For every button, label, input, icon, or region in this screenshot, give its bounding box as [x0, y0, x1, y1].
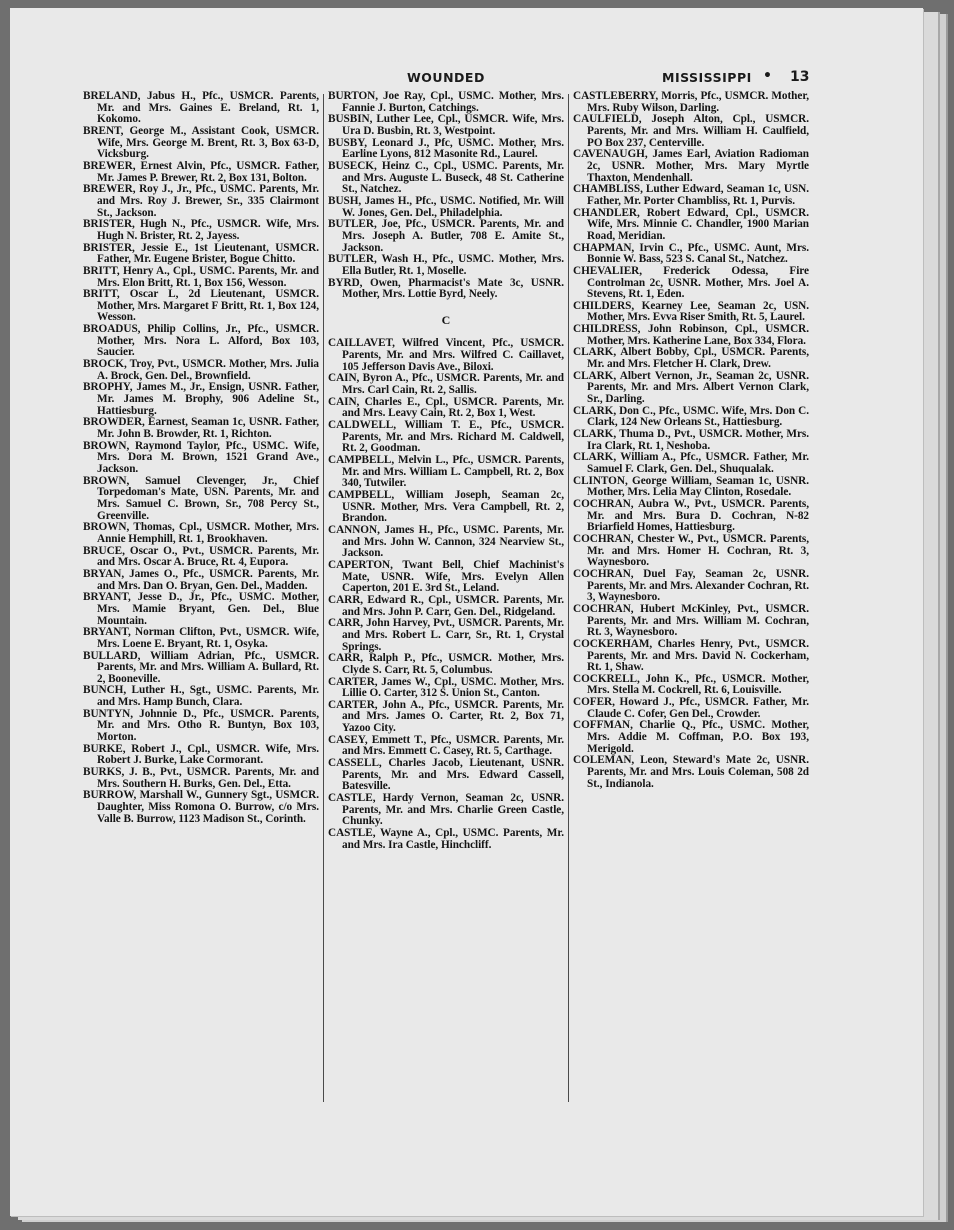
roster-entry: BRELAND, Jabus H., Pfc., USMCR. Parents, Mr. and Mrs. Gaines E. Breland, Rt. 1, Kokomo. [83, 90, 319, 126]
roster-entry: COCKRELL, John K., Pfc., USMCR. Mother, Mrs. Stella M. Cockrell, Rt. 6, Louisville. [573, 672, 809, 697]
roster-entry: BRYANT, Jesse D., Jr., Pfc., USMC. Mother, Mrs. Mamie Bryant, Gen. Del., Blue Mountain. [83, 591, 319, 627]
roster-entry: BUTLER, Wash H., Pfc., USMC. Mother, Mrs. Ella Butler, Rt. 1, Moselle. [328, 253, 564, 277]
header-bullet: • [763, 68, 772, 84]
roster-entry: CLARK, Don C., Pfc., USMC. Wife, Mrs. Don C. Clark, 124 New Orleans St., Hattiesburg. [573, 404, 809, 429]
text-column-2 [328, 91, 564, 851]
section-letter-heading: C [441, 312, 451, 327]
roster-entry: CHILDERS, Kearney Lee, Seaman 2c, USN. Mother, Mrs. Evva Riser Smith, Rt. 5, Laurel. [573, 299, 809, 324]
roster-entry: CLARK, William A., Pfc., USMCR. Father, Mr. Samuel F. Clark, Gen. Del., Shuqualak. [573, 451, 809, 475]
roster-entry: COLEMAN, Leon, Steward's Mate 2c, USNR. Parents, Mr. and Mrs. Louis Coleman, 508 2d St., Indianola. [573, 754, 809, 790]
roster-entry: CARR, Ralph P., Pfc., USMCR. Mother, Mrs. Clyde S. Carr, Rt. 5, Columbus. [328, 652, 564, 676]
roster-entry: CAVENAUGH, James Earl, Aviation Radioman 2c, USNR. Mother, Mrs. Mary Myrtle Thaxton, Mendenhall. [573, 148, 809, 184]
roster-entry: CARR, John Harvey, Pvt., USMCR. Parents, Mr. and Mrs. Robert L. Carr, Sr., Rt. 1, Crystal Springs. [328, 617, 564, 653]
roster-entry: COFFMAN, Charlie Q., Pfc., USMC. Mother, Mrs. Addie M. Coffman, P.O. Box 193, Merigold. [573, 719, 809, 755]
roster-entry: BUSECK, Heinz C., Cpl., USMC. Parents, Mr. and Mrs. Auguste L. Buseck, 48 St. Catherine St., Natchez. [328, 159, 564, 196]
text-column-3 [573, 91, 809, 790]
roster-entry: BREWER, Ernest Alvin, Pfc., USMCR. Father, Mr. James P. Brewer, Rt. 2, Box 131, Bolton. [83, 159, 319, 184]
column-divider [323, 94, 324, 1102]
roster-entry: BROWDER, Earnest, Seaman 1c, USNR. Father, Mr. John B. Browder, Rt. 1, Richton. [83, 416, 319, 441]
roster-entry: BRYAN, James O., Pfc., USMCR. Parents, Mr. and Mrs. Dan O. Bryan, Gen. Del., Madden. [83, 567, 319, 592]
roster-entry: CASTLE, Hardy Vernon, Seaman 2c, USNR. Parents, Mr. and Mrs. Charlie Green Castle, Chunky. [328, 792, 564, 828]
roster-entry: CLARK, Thuma D., Pvt., USMCR. Mother, Mrs. Ira Clark, Rt. 1, Neshoba. [573, 428, 809, 452]
roster-entry: CLINTON, George William, Seaman 1c, USNR. Mother, Mrs. Lelia May Clinton, Rosedale. [573, 474, 809, 499]
roster-entry: CAMPBELL, William Joseph, Seaman 2c, USNR. Mother, Mrs. Vera Campbell, Rt. 2, Brandon. [328, 489, 564, 525]
roster-entry: CARTER, John A., Pfc., USMCR. Parents, Mr. and Mrs. James O. Carter, Rt. 2, Box 71, Yazoo City. [328, 698, 564, 735]
column-divider [568, 94, 569, 1102]
roster-entry: BROWN, Raymond Taylor, Pfc., USMC. Wife, Mrs. Dora M. Brown, 1521 Grand Ave., Jackson. [83, 439, 319, 475]
roster-entry: COCHRAN, Aubra W., Pvt., USMCR. Parents, Mr. and Mrs. Bura D. Cochran, N-82 Briarfield Homes, Hattiesburg. [573, 497, 809, 534]
roster-entry: BRITT, Oscar L, 2d Lieutenant, USMCR. Mother, Mrs. Margaret F Britt, Rt. 1, Box 124, Wesson. [83, 288, 319, 324]
roster-entry: CHAPMAN, Irvin C., Pfc., USMC. Aunt, Mrs. Bonnie W. Bass, 523 S. Canal St., Natchez. [573, 241, 809, 266]
page-number: 13 [790, 69, 810, 85]
roster-entry: CARR, Edward R., Cpl., USMCR. Parents, Mr. and Mrs. John P. Carr, Gen. Del., Ridgeland. [328, 593, 564, 618]
section-title: WOUNDED [407, 70, 485, 85]
roster-entry: CASSELL, Charles Jacob, Lieutenant, USNR. Parents, Mr. and Mrs. Edward Cassell, Batesville. [328, 757, 564, 793]
roster-entry: BURROW, Marshall W., Gunnery Sgt., USMCR. Daughter, Miss Romona O. Burrow, c/o Mrs. Valle B. Burrow, 1123 Madison St., Corinth. [83, 789, 319, 825]
roster-entry: BROPHY, James M., Jr., Ensign, USNR. Father, Mr. James M. Brophy, 906 Adeline St., Hattiesburg. [83, 381, 319, 417]
roster-entry: CLARK, Albert Bobby, Cpl., USMCR. Parents, Mr. and Mrs. Fletcher H. Clark, Drew. [573, 346, 809, 371]
roster-entry: BUNCH, Luther H., Sgt., USMC. Parents, Mr. and Mrs. Hamp Bunch, Clara. [83, 684, 319, 709]
roster-entry: BUSH, James H., Pfc., USMC. Notified, Mr. Will W. Jones, Gen. Del., Philadelphia. [328, 194, 564, 219]
roster-entry: CASTLEBERRY, Morris, Pfc., USMCR. Mother, Mrs. Ruby Wilson, Darling. [573, 90, 809, 114]
roster-entry: CASTLE, Wayne A., Cpl., USMC. Parents, Mr. and Mrs. Ira Castle, Hinchcliff. [328, 827, 564, 851]
roster-entry: BROWN, Thomas, Cpl., USMCR. Mother, Mrs. Annie Hemphill, Rt. 1, Brookhaven. [83, 521, 319, 545]
roster-entry: CHILDRESS, John Robinson, Cpl., USMCR. Mother, Mrs. Katherine Lane, Box 334, Flora. [573, 323, 809, 347]
roster-entry: BRISTER, Hugh N., Pfc., USMCR. Wife, Mrs. Hugh N. Brister, Rt. 2, Jayess. [83, 218, 319, 242]
roster-entry: BUNTYN, Johnnie D., Pfc., USMCR. Parents, Mr. and Mrs. Otho R. Buntyn, Box 103, Morton. [83, 707, 319, 744]
roster-entry: BURKE, Robert J., Cpl., USMCR. Wife, Mrs. Robert J. Burke, Lake Cormorant. [83, 742, 319, 767]
roster-entry: BURTON, Joe Ray, Cpl., USMC. Mother, Mrs. Fannie J. Burton, Catchings. [328, 90, 564, 114]
roster-entry: COCHRAN, Chester W., Pvt., USMCR. Parents, Mr. and Mrs. Homer H. Cochran, Rt. 3, Waynesboro. [573, 532, 809, 569]
roster-entry: CAILLAVET, Wilfred Vincent, Pfc., USMCR. Parents, Mr. and Mrs. Wilfred C. Caillavet, 105 Jefferson Davis Ave., Biloxi. [328, 337, 564, 373]
state-name: MISSISSIPPI [662, 70, 752, 85]
roster-entry: CALDWELL, William T. E., Pfc., USMCR. Parents, Mr. and Mrs. Richard M. Caldwell, Rt. 2, Goodman. [328, 419, 564, 455]
roster-entry: BURKS, J. B., Pvt., USMCR. Parents, Mr. and Mrs. Southern H. Burks, Gen. Del., Etta. [83, 766, 319, 790]
roster-entry: CHEVALIER, Frederick Odessa, Fire Controlman 2c, USNR. Mother, Mrs. Joel A. Stevens, Rt. 1, Eden. [573, 264, 809, 301]
running-header [10, 70, 923, 92]
roster-entry: CAIN, Byron A., Pfc., USMCR. Parents, Mr. and Mrs. Carl Cain, Rt. 2, Sallis. [328, 372, 564, 397]
roster-entry: CLARK, Albert Vernon, Jr., Seaman 2c, USNR. Parents, Mr. and Mrs. Albert Vernon Clark, Sr., Darling. [573, 369, 809, 406]
roster-entry: CAULFIELD, Joseph Alton, Cpl., USMCR. Parents, Mr. and Mrs. William H. Caulfield, PO Box 237, Centerville. [573, 113, 809, 149]
roster-entry: BREWER, Roy J., Jr., Pfc., USMC. Parents, Mr. and Mrs. Roy J. Brewer, Sr., 335 Clairmont St., Jackson. [83, 183, 319, 219]
roster-entry: BUSBIN, Luther Lee, Cpl., USMCR. Wife, Mrs. Ura D. Busbin, Rt. 3, Westpoint. [328, 113, 564, 137]
roster-entry: COCKERHAM, Charles Henry, Pvt., USMCR. Parents, Mr. and Mrs. David N. Cockerham, Rt. 1, Shaw. [573, 637, 809, 674]
roster-entry: BUTLER, Joe, Pfc., USMCR. Parents, Mr. and Mrs. Joseph A. Butler, 708 E. Amite St., Jackson. [328, 218, 564, 254]
roster-entry: BRYANT, Norman Clifton, Pvt., USMCR. Wife, Mrs. Loene E. Bryant, Rt. 1, Osyka. [83, 626, 319, 650]
roster-entry: BULLARD, William Adrian, Pfc., USMCR. Parents, Mr. and Mrs. William A. Bullard, Rt. 2, Booneville. [83, 649, 319, 685]
roster-entry: BYRD, Owen, Pharmacist's Mate 3c, USNR. Mother, Mrs. Lottie Byrd, Neely. [328, 276, 564, 301]
roster-entry: CAMPBELL, Melvin L., Pfc., USMCR. Parents, Mr. and Mrs. William L. Campbell, Rt. 2, Box 340, Tutwiler. [328, 454, 564, 490]
text-column-1 [83, 91, 319, 825]
roster-entry: BRISTER, Jessie E., 1st Lieutenant, USMCR. Father, Mr. Eugene Brister, Bogue Chitto. [83, 241, 319, 266]
roster-entry: BUSBY, Leonard J., Pfc, USMC. Mother, Mrs. Earline Lyons, 812 Masonite Rd., Laurel. [328, 136, 564, 161]
roster-entry: CHAMBLISS, Luther Edward, Seaman 1c, USN. Father, Mr. Porter Chambliss, Rt. 1, Purvis. [573, 183, 809, 207]
document-page [10, 8, 923, 1216]
roster-entry: COCHRAN, Hubert McKinley, Pvt., USMCR. Parents, Mr. and Mrs. William M. Cochran, Rt. 3, Waynesboro. [573, 602, 809, 639]
roster-entry: BROWN, Samuel Clevenger, Jr., Chief Torpedoman's Mate, USN. Parents, Mr. and Mrs. Samuel C. Brown, Sr., 708 Percy St., Greenville. [83, 474, 319, 522]
roster-entry: CHANDLER, Robert Edward, Cpl., USMCR. Wife, Mrs. Minnie C. Chandler, 1900 Marian Road, Meridian. [573, 206, 809, 242]
roster-entry: BRITT, Henry A., Cpl., USMC. Parents, Mr. and Mrs. Elon Britt, Rt. 1, Box 156, Wesson. [83, 264, 319, 289]
roster-entry: COCHRAN, Duel Fay, Seaman 2c, USNR. Parents, Mr. and Mrs. Alexander Cochran, Rt. 3, Waynesboro. [573, 567, 809, 604]
roster-entry: CAPERTON, Twant Bell, Chief Machinist's Mate, USNR. Wife, Mrs. Evelyn Allen Caperton, 201 E. 3rd St., Leland. [328, 558, 564, 595]
roster-entry: CASEY, Emmett T., Pfc., USMCR. Parents, Mr. and Mrs. Emmett C. Casey, Rt. 5, Carthage. [328, 733, 564, 758]
roster-entry: CANNON, James H., Pfc., USMC. Parents, Mr. and Mrs. John W. Cannon, 324 Nearview St., Jackson. [328, 523, 564, 560]
roster-entry: BROADUS, Philip Collins, Jr., Pfc., USMCR. Mother, Mrs. Nora L. Alford, Box 103, Saucier. [83, 323, 319, 359]
roster-entry: COFER, Howard J., Pfc., USMCR. Father, Mr. Claude C. Cofer, Gen Del., Crowder. [573, 696, 809, 720]
roster-entry: BRUCE, Oscar O., Pvt., USMCR. Parents, Mr. and Mrs. Oscar A. Bruce, Rt. 4, Eupora. [83, 544, 319, 569]
roster-entry: CARTER, James W., Cpl., USMC. Mother, Mrs. Lillie O. Carter, 312 S. Union St., Canton. [328, 675, 564, 700]
roster-entry: CAIN, Charles E., Cpl., USMCR. Parents, Mr. and Mrs. Leavy Cain, Rt. 2, Box 1, West. [328, 395, 564, 420]
roster-entry: BRENT, George M., Assistant Cook, USMCR. Wife, Mrs. George M. Brent, Rt. 3, Box 63-D, Vicksburg. [83, 124, 319, 161]
roster-entry: BROCK, Troy, Pvt., USMCR. Mother, Mrs. Julia A. Brock, Gen. Del., Brownfield. [83, 358, 319, 382]
